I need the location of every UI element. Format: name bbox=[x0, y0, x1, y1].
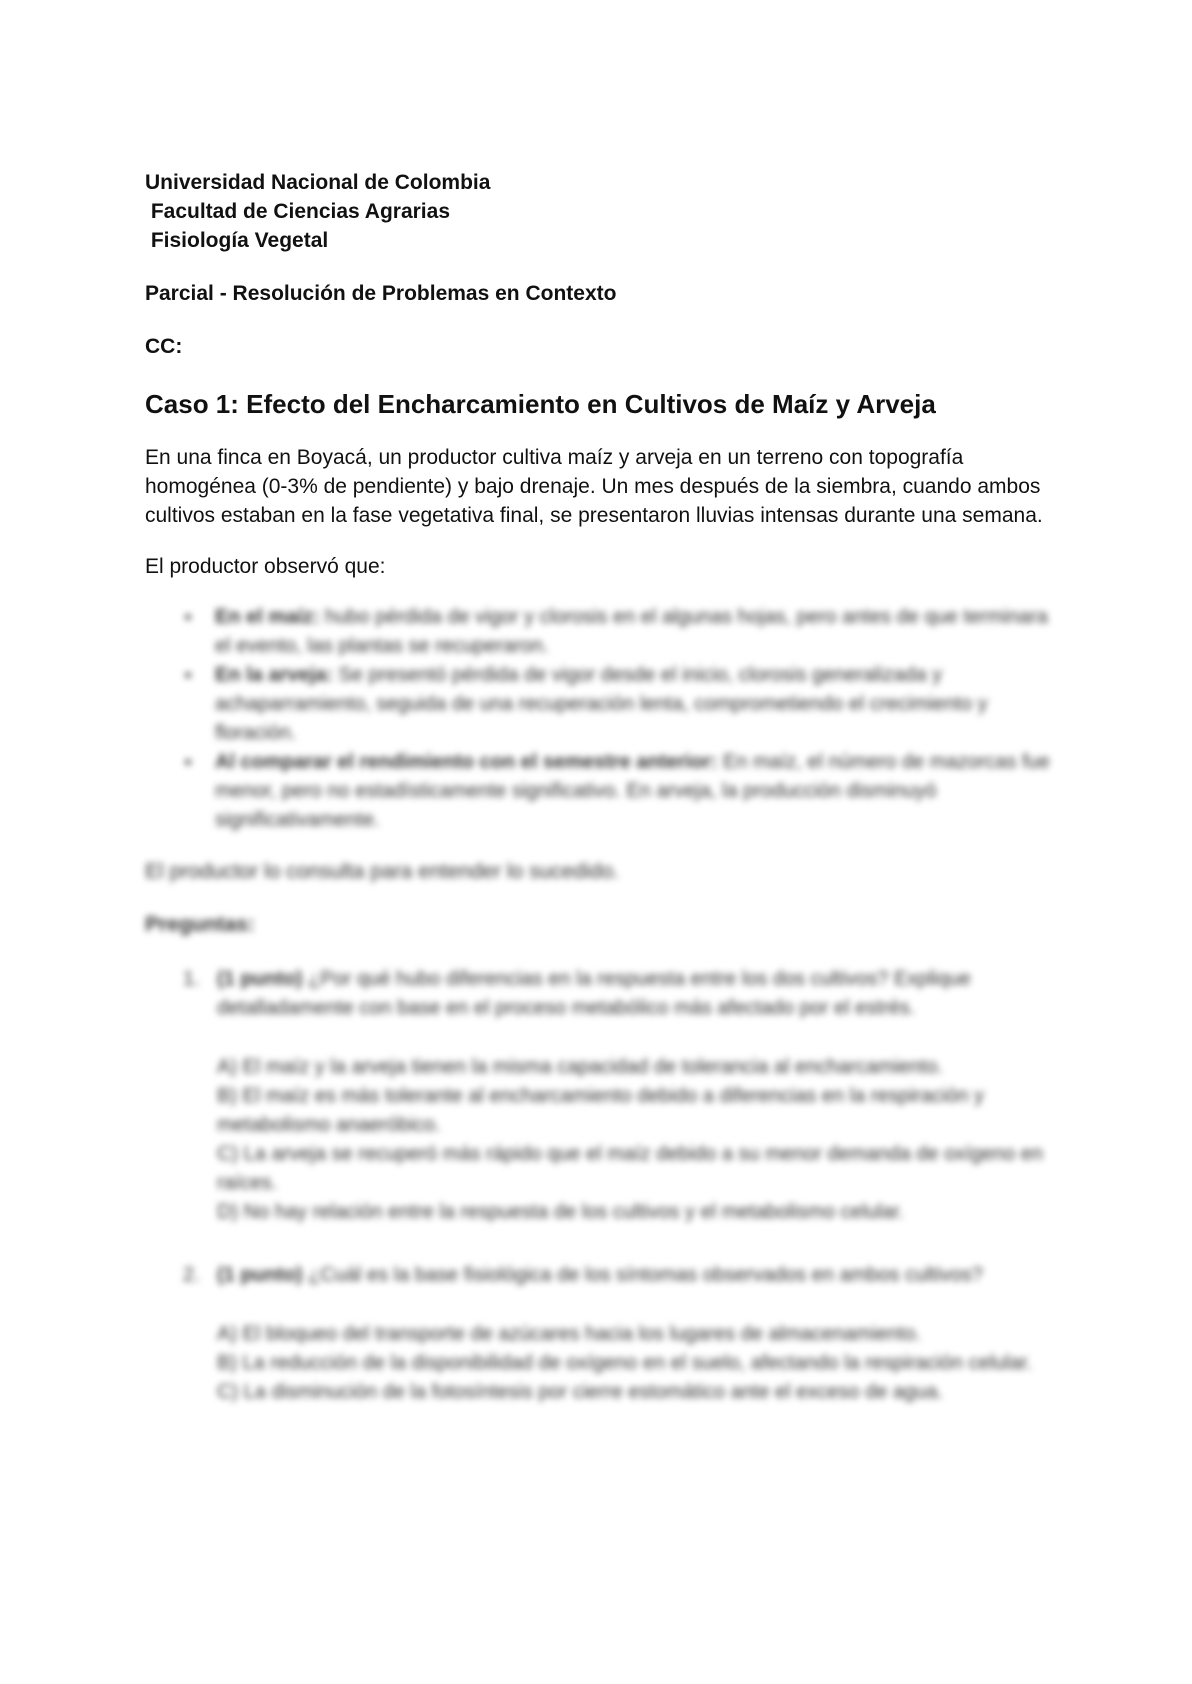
question-points: (1 punto) bbox=[217, 1264, 303, 1286]
list-item bbox=[185, 661, 1065, 748]
option-d: D) No hay relación entre la respuesta de los cultivos y el metabolismo celular. bbox=[217, 1201, 904, 1223]
observation-lead: En el maíz: bbox=[215, 606, 320, 628]
questions-heading: Preguntas: bbox=[145, 913, 255, 936]
option-b: B) El maíz es más tolerante al encharcamiento debido a diferencias en la respiración y metabolismo anaeróbico. bbox=[217, 1085, 985, 1136]
faculty-name: Facultad de Ciencias Agrarias bbox=[145, 200, 451, 223]
case-intro: En una finca en Boyacá, un productor cultiva maíz y arveja en un terreno con topografía homogénea (0-3% de pendiente) y bajo drenaje. Un mes después de la siembra, cuando ambos cultivos estaban en la fase vegetativa final, se presentaron lluvias intensas durante una semana. bbox=[145, 446, 1043, 527]
observations-list bbox=[145, 603, 1065, 835]
question-text: ¿Cuál es la base fisiológica de los síntomas observados en ambos cultivos? bbox=[302, 1264, 983, 1286]
question-points: (1 punto) bbox=[217, 968, 303, 990]
course-name: Fisiología Vegetal bbox=[145, 229, 329, 252]
option-a: A) El maíz y la arveja tienen la misma capacidad de tolerancia al encharcamiento. bbox=[217, 1056, 943, 1078]
list-item bbox=[185, 748, 1065, 835]
observation-text: Se presentó pérdida de vigor desde el inicio, clorosis generalizada y achaparramiento, seguida de una recuperación lenta, comprometiendo el crecimiento y floración. bbox=[215, 664, 988, 744]
observation-lead: En la arveja: bbox=[215, 664, 333, 686]
exam-title: Parcial - Resolución de Problemas en Contexto bbox=[145, 282, 617, 305]
document-content bbox=[145, 168, 1065, 1407]
question-number: 2. bbox=[183, 1264, 200, 1286]
question-text: ¿Por qué hubo diferencias en la respuesta entre los dos cultivos? Explique detalladamente con base en el proceso metabólico más afectado por el estrés. bbox=[217, 968, 971, 1019]
case-title: Caso 1: Efecto del Encharcamiento en Cultivos de Maíz y Arveja bbox=[145, 389, 936, 419]
option-c: C) La disminución de la fotosíntesis por cierre estomático ante el exceso de agua. bbox=[217, 1381, 943, 1403]
observation-lead: Al comparar el rendimiento con el semestre anterior: bbox=[215, 751, 718, 773]
university-name: Universidad Nacional de Colombia bbox=[145, 171, 491, 194]
option-a: A) El bloqueo del transporte de azúcares hacia los lugares de almacenamiento. bbox=[217, 1323, 921, 1345]
observation-text: En maíz, el número de mazorcas fue menor, pero no estadísticamente significativo. En arveja, la producción disminuyó significativamente. bbox=[215, 751, 1050, 831]
question-2-options bbox=[145, 1320, 1065, 1407]
question-2 bbox=[145, 1261, 1065, 1290]
question-1 bbox=[145, 965, 1065, 1023]
observed-label: El productor observó que: bbox=[145, 555, 386, 578]
question-number: 1. bbox=[183, 968, 200, 990]
option-b: B) La reducción de la disponibilidad de oxígeno en el suelo, afectando la respiración celular. bbox=[217, 1352, 1032, 1374]
list-item bbox=[185, 603, 1065, 661]
option-c: C) La arveja se recuperó más rápido que el maíz debido a su menor demanda de oxígeno en raíces. bbox=[217, 1143, 1044, 1194]
cc-label: CC: bbox=[145, 335, 183, 358]
observation-text: hubo pérdida de vigor y clorosis en el algunas hojas, pero antes de que terminara el evento, las plantas se recuperaron. bbox=[215, 606, 1048, 657]
consult-text: El productor lo consulta para entender lo sucedido. bbox=[145, 860, 619, 883]
blurred-section bbox=[145, 603, 1065, 1407]
question-1-options bbox=[145, 1053, 1065, 1227]
